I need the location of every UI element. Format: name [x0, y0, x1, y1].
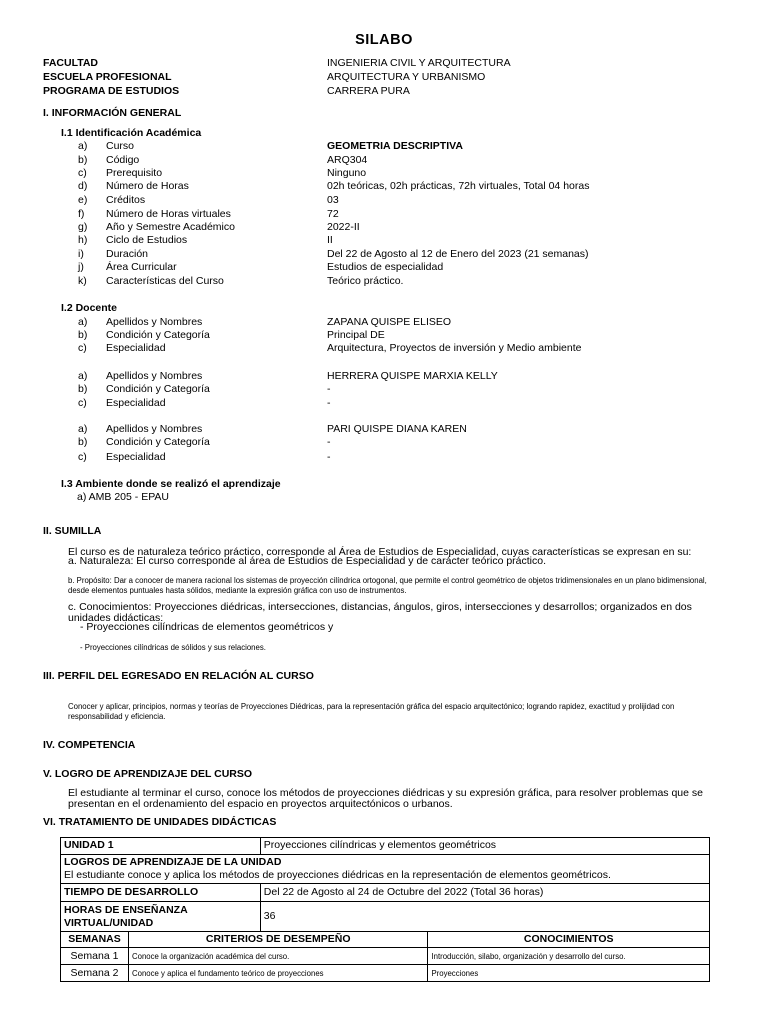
item-label: Apellidos y Nombres: [106, 316, 203, 328]
perfil-text: Conocer y aplicar, principios, normas y teorías de Proyecciones Diédricas, para la representación gráfica del espacio arquitectónico; logrando rapidez, exactitud y prolijidad con responsabilidad y eficiencia.: [68, 702, 675, 722]
item-key: e): [78, 194, 88, 206]
item-key: h): [78, 234, 88, 246]
item-value: PARI QUISPE DIANA KAREN: [327, 423, 467, 435]
section-5-title: V. LOGRO DE APRENDIZAJE DEL CURSO: [43, 768, 253, 780]
item-value: Estudios de especialidad: [327, 261, 444, 273]
item-key: d): [78, 180, 88, 192]
section-4-title: IV. COMPETENCIA: [43, 739, 136, 751]
ambiente-value: a) AMB 205 - EPAU: [77, 491, 170, 503]
conocimiento-cell: Proyecciones: [428, 965, 710, 982]
unidad-label: UNIDAD 1: [61, 838, 261, 855]
item-key: a): [78, 370, 88, 382]
table-row: [61, 965, 710, 982]
item-key: b): [78, 329, 88, 341]
item-label: Año y Semestre Académico: [106, 221, 235, 233]
item-label: Condición y Categoría: [106, 383, 210, 395]
section-3-title: III. PERFIL DEL EGRESADO EN RELACIÓN AL CURSO: [43, 670, 314, 682]
sumilla-intro: El curso es de naturaleza teórico práctico, corresponde al Área de Estudios de Especialidad, cuyas características se expresan en su:: [68, 546, 692, 558]
item-value: -: [327, 383, 331, 395]
semana-cell: Semana 1: [61, 948, 129, 965]
subsection-1-1-title: I.1 Identificación Académica: [61, 127, 202, 139]
item-value: -: [327, 397, 331, 409]
item-label: Condición y Categoría: [106, 436, 210, 448]
item-value: ZAPANA QUISPE ELISEO: [327, 316, 452, 328]
item-label: Condición y Categoría: [106, 329, 210, 341]
item-key: c): [78, 167, 87, 179]
header-value-facultad: INGENIERIA CIVIL Y ARQUITECTURA: [327, 57, 511, 69]
tiempo-label: TIEMPO DE DESARROLLO: [61, 884, 261, 902]
item-label: Área Curricular: [106, 261, 177, 273]
logro-text: El estudiante al terminar el curso, conoce los métodos de proyecciones diédricas y su expresión gráfica, para resolver problemas que se presentan en el ordenamiento del espacio en proyectos arquitectónicos o urbanos.: [68, 787, 703, 810]
header-label-escuela: ESCUELA PROFESIONAL: [43, 71, 172, 83]
logros-cell: [61, 855, 710, 884]
logros-label: LOGROS DE APRENDIZAJE DE LA UNIDAD: [64, 856, 282, 868]
header-value-escuela: ARQUITECTURA Y URBANISMO: [327, 71, 486, 83]
item-key: b): [78, 383, 88, 395]
item-key: g): [78, 221, 88, 233]
item-key: a): [78, 423, 88, 435]
item-value: Del 22 de Agosto al 12 de Enero del 2023 (21 semanas): [327, 248, 589, 260]
semana-cell: Semana 2: [61, 965, 129, 982]
item-label: Ciclo de Estudios: [106, 234, 188, 246]
item-value: Arquitectura, Proyectos de inversión y Medio ambiente: [327, 342, 582, 354]
item-value: -: [327, 451, 331, 463]
item-value: Ninguno: [327, 167, 367, 179]
item-label: Duración: [106, 248, 149, 260]
item-label: Créditos: [106, 194, 146, 206]
horas-label: HORAS DE ENSEÑANZA VIRTUAL/UNIDAD: [61, 902, 261, 932]
table-row: [61, 948, 710, 965]
col-header-semanas: SEMANAS: [61, 932, 129, 948]
item-key: i): [78, 248, 84, 260]
item-label: Características del Curso: [106, 275, 224, 287]
item-value: Teórico práctico.: [327, 275, 404, 287]
header-value-programa: CARRERA PURA: [327, 85, 410, 97]
logros-text: El estudiante conoce y aplica los métodos de proyecciones diédricas en la representación de elementos geométricos.: [64, 869, 611, 882]
item-key: c): [78, 342, 87, 354]
criterio-cell: Conoce la organización académica del curso.: [128, 948, 427, 965]
item-key: a): [78, 316, 88, 328]
item-label: Especialidad: [106, 451, 166, 463]
subsection-1-3-title: I.3 Ambiente donde se realizó el aprendizaje: [61, 478, 281, 490]
item-label: Número de Horas virtuales: [106, 208, 231, 220]
item-key: b): [78, 436, 88, 448]
item-label: Especialidad: [106, 342, 166, 354]
item-value: Principal DE: [327, 329, 385, 341]
header-label-programa: PROGRAMA DE ESTUDIOS: [43, 85, 180, 97]
sumilla-conocimientos: c. Conocimientos: Proyecciones diédricas, intersecciones, distancias, ángulos, giros, intersecciones y desarrollos; organizados en dos unidades didácticas:: [68, 601, 692, 625]
unidad-value: Proyecciones cilíndricas y elementos geométricos: [260, 838, 709, 855]
item-key: c): [78, 451, 87, 463]
item-value-curso: GEOMETRIA DESCRIPTIVA: [327, 140, 463, 152]
sumilla-unidad-2: - Proyecciones cilíndricas de sólidos y sus relaciones.: [80, 643, 266, 652]
horas-value: 36: [260, 902, 709, 932]
item-value: HERRERA QUISPE MARXIA KELLY: [327, 370, 498, 382]
item-key: b): [78, 154, 88, 166]
item-key: f): [78, 208, 85, 220]
item-key: j): [78, 261, 84, 273]
item-label: Apellidos y Nombres: [106, 370, 203, 382]
sumilla-unidad-1: - Proyecciones cilíndricas de elementos geométricos y: [80, 621, 334, 633]
item-label: Prerequisito: [106, 167, 163, 179]
section-2-title: II. SUMILLA: [43, 525, 102, 537]
item-key: a): [78, 140, 88, 152]
item-label: Especialidad: [106, 397, 166, 409]
criterio-cell: Conoce y aplica el fundamento teórico de proyecciones: [128, 965, 427, 982]
section-6-title: VI. TRATAMIENTO DE UNIDADES DIDÁCTICAS: [43, 816, 277, 828]
col-header-conocimientos: CONOCIMIENTOS: [428, 932, 710, 948]
item-value: -: [327, 436, 331, 448]
item-label: Código: [106, 154, 140, 166]
item-value: 03: [327, 194, 339, 206]
item-value: 02h teóricas, 02h prácticas, 72h virtuales, Total 04 horas: [327, 180, 590, 192]
tiempo-value: Del 22 de Agosto al 24 de Octubre del 2022 (Total 36 horas): [260, 884, 709, 902]
item-value: ARQ304: [327, 154, 368, 166]
item-label: Apellidos y Nombres: [106, 423, 203, 435]
document-title: SILABO: [355, 32, 413, 48]
header-label-facultad: FACULTAD: [43, 57, 99, 69]
item-key: c): [78, 397, 87, 409]
section-1-title: I. INFORMACIÓN GENERAL: [43, 107, 182, 119]
conocimiento-cell: Introducción, silabo, organización y desarrollo del curso.: [428, 948, 710, 965]
sumilla-naturaleza: a. Naturaleza: El curso corresponde al área de Estudios de Especialidad y de carácter teórico práctico.: [68, 555, 547, 567]
col-header-criterios: CRITERIOS DE DESEMPEÑO: [128, 932, 427, 948]
item-value: 2022-II: [327, 221, 360, 233]
item-value: 72: [327, 208, 339, 220]
item-value: II: [327, 234, 333, 246]
item-label: Curso: [106, 140, 135, 152]
item-label: Número de Horas: [106, 180, 189, 192]
unidad-table: [60, 837, 710, 982]
subsection-1-2-title: I.2 Docente: [61, 302, 118, 314]
sumilla-proposito: b. Propósito: Dar a conocer de manera racional los sistemas de proyección cilíndrica ortogonal, que permite el control geométrico de objetos tridimensionales en un plano bidimensional, desde elementos puntuales hasta sólidos, mediante la expresión gráfica con uso de instrumentos.: [68, 576, 707, 596]
item-key: k): [78, 275, 87, 287]
